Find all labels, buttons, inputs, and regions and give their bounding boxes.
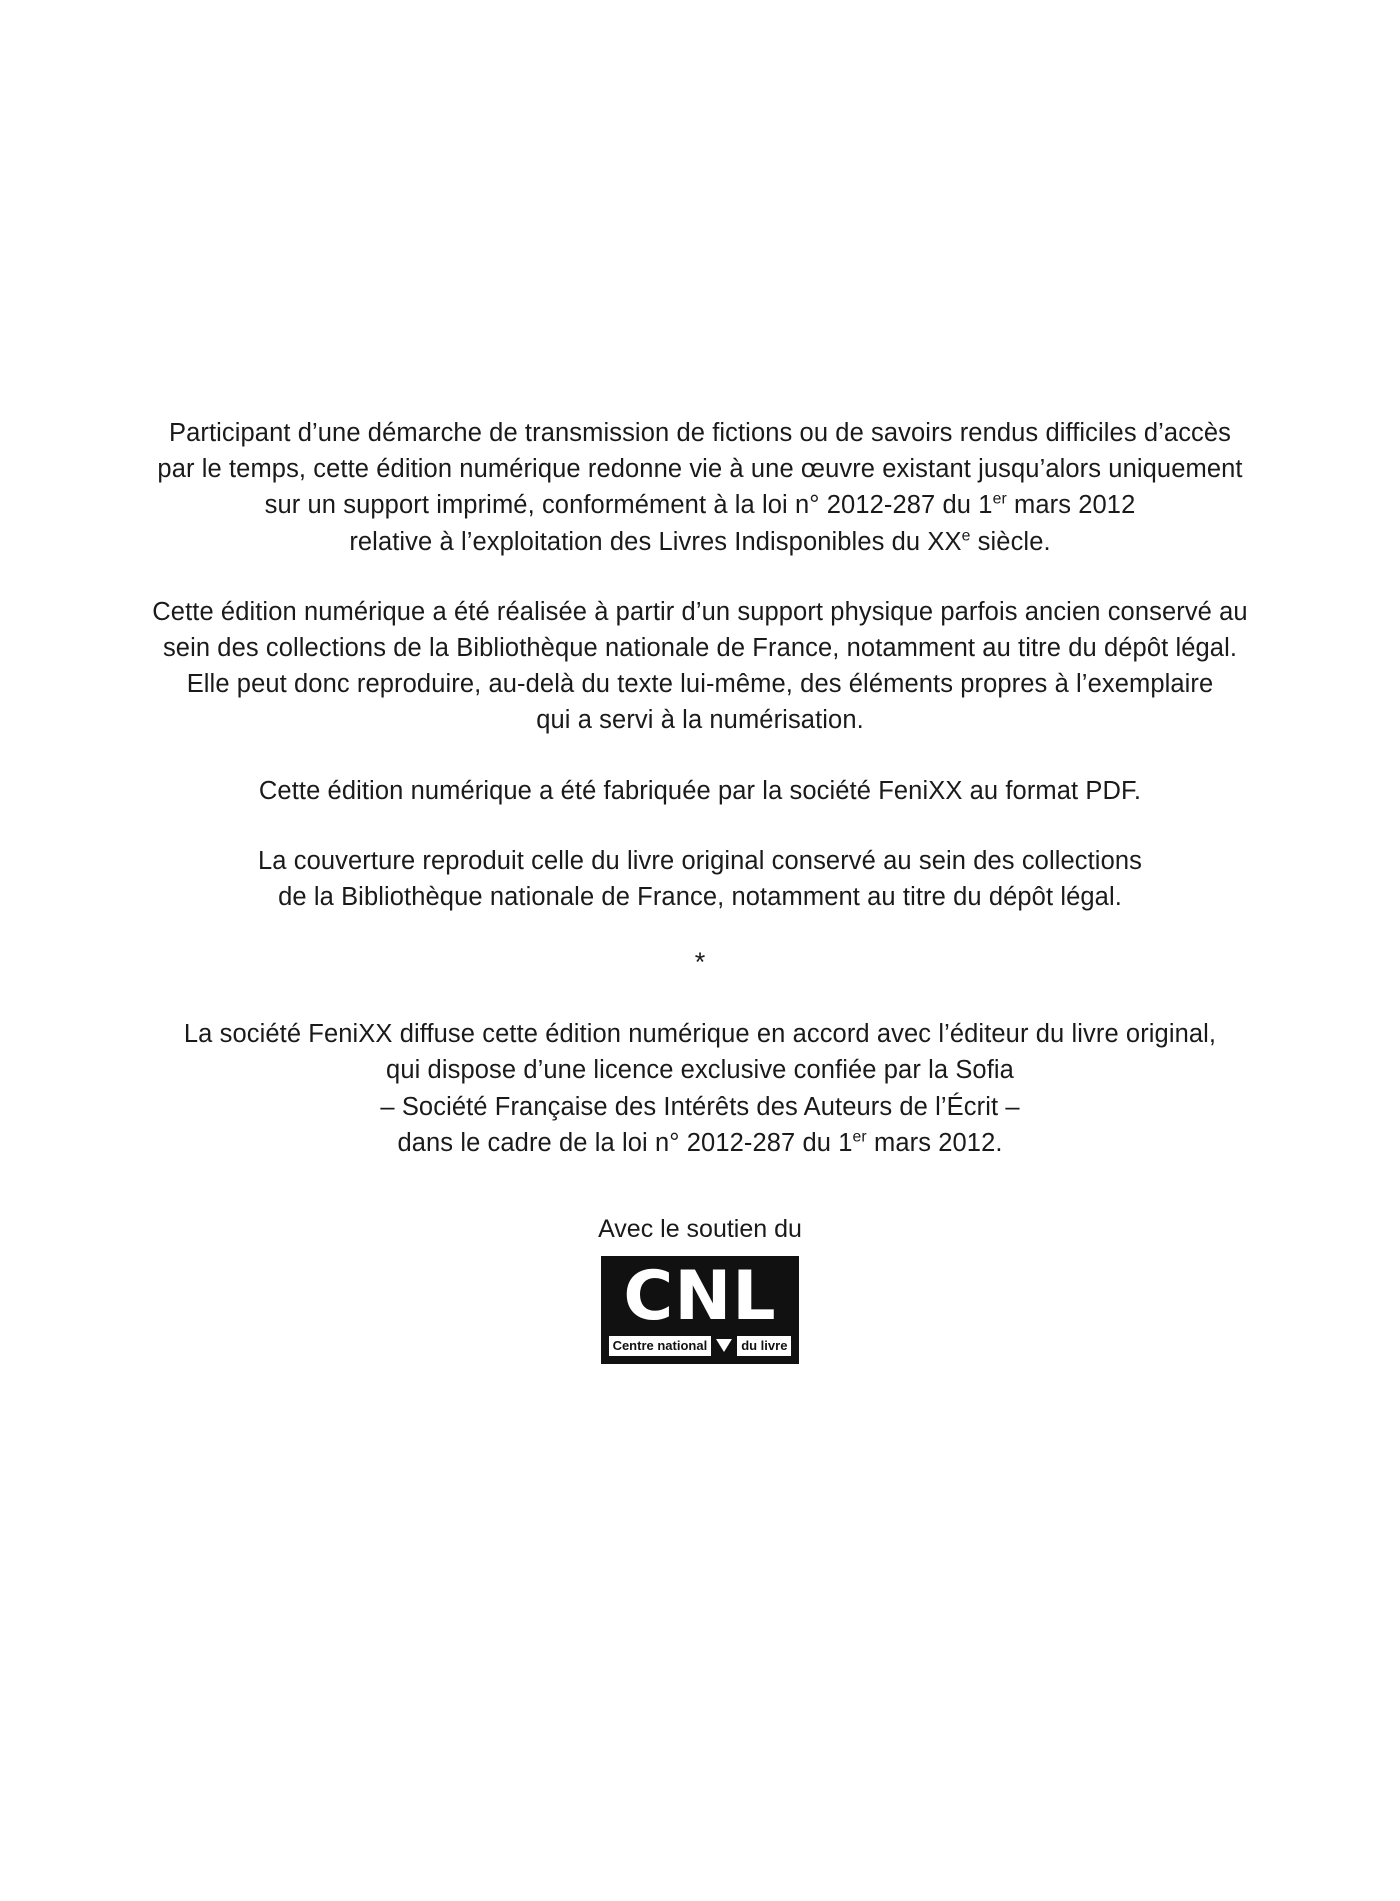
line-text: mars 2012 xyxy=(1006,491,1136,520)
line-text: dans le cadre de la loi n° 2012-287 du 1 xyxy=(397,1128,853,1157)
paragraph-line: Participant d’une démarche de transmission de fictions ou de savoirs rendus difficiles d’accès xyxy=(168,419,1232,447)
support-section xyxy=(100,1213,1300,1364)
ordinal-suffix: er xyxy=(992,490,1007,508)
legal-notice-content xyxy=(100,415,1300,1364)
cnl-tagline-left: Centre national xyxy=(609,1336,712,1356)
paragraph-line: par le temps, cette édition numérique redonne vie à une œuvre existant jusqu’alors uniquement xyxy=(157,455,1243,484)
paragraph-fabrication xyxy=(100,773,1300,809)
paragraph-line: Cette édition numérique a été fabriquée par la société FeniXX au format PDF. xyxy=(258,776,1142,805)
paragraph-cover xyxy=(100,843,1300,915)
section-separator: * xyxy=(694,947,706,978)
paragraph-line xyxy=(100,1125,1300,1161)
cnl-logo-tagline xyxy=(601,1334,799,1358)
paragraph-transmission xyxy=(100,415,1300,560)
paragraph-line: de la Bibliothèque nationale de France, notamment au titre du dépôt légal. xyxy=(278,883,1122,912)
ordinal-suffix: e xyxy=(961,527,971,545)
paragraph-line: La couverture reproduit celle du livre original conservé au sein des collections xyxy=(258,846,1142,875)
paragraph-line: sein des collections de la Bibliothèque nationale de France, notamment au titre du dépôt légal. xyxy=(162,634,1238,663)
paragraph-line xyxy=(100,524,1300,560)
line-text: mars 2012. xyxy=(866,1128,1003,1157)
line-text: siècle. xyxy=(970,527,1051,556)
line-text: relative à l’exploitation des Livres Indisponibles du XX xyxy=(349,527,962,556)
ordinal-suffix: er xyxy=(852,1128,867,1146)
checkmark-icon xyxy=(716,1339,732,1352)
paragraph-line: Cette édition numérique a été réalisée à partir d’un support physique parfois ancien conservé au xyxy=(152,597,1248,626)
paragraph-line: Elle peut donc reproduire, au-delà du texte lui-même, des éléments propres à l’exemplaire xyxy=(186,670,1214,699)
cnl-logo-letters: CNL xyxy=(623,1256,777,1336)
line-text: sur un support imprimé, conformément à la loi n° 2012-287 du 1 xyxy=(264,491,993,520)
paragraph-line: La société FeniXX diffuse cette édition numérique en accord avec l’éditeur du livre original, xyxy=(183,1020,1217,1049)
paragraph-line: qui dispose d’une licence exclusive confiée par la Sofia xyxy=(386,1056,1014,1085)
paragraph-line: qui a servi à la numérisation. xyxy=(536,706,864,735)
paragraph-diffusion xyxy=(100,1016,1300,1161)
support-label: Avec le soutien du xyxy=(598,1215,802,1244)
paragraph-source-support xyxy=(100,594,1300,739)
cnl-logo xyxy=(601,1256,799,1364)
paragraph-line xyxy=(100,487,1300,523)
paragraph-line: – Société Française des Intérêts des Auteurs de l’Écrit – xyxy=(380,1092,1020,1121)
cnl-tagline-right: du livre xyxy=(737,1336,791,1356)
